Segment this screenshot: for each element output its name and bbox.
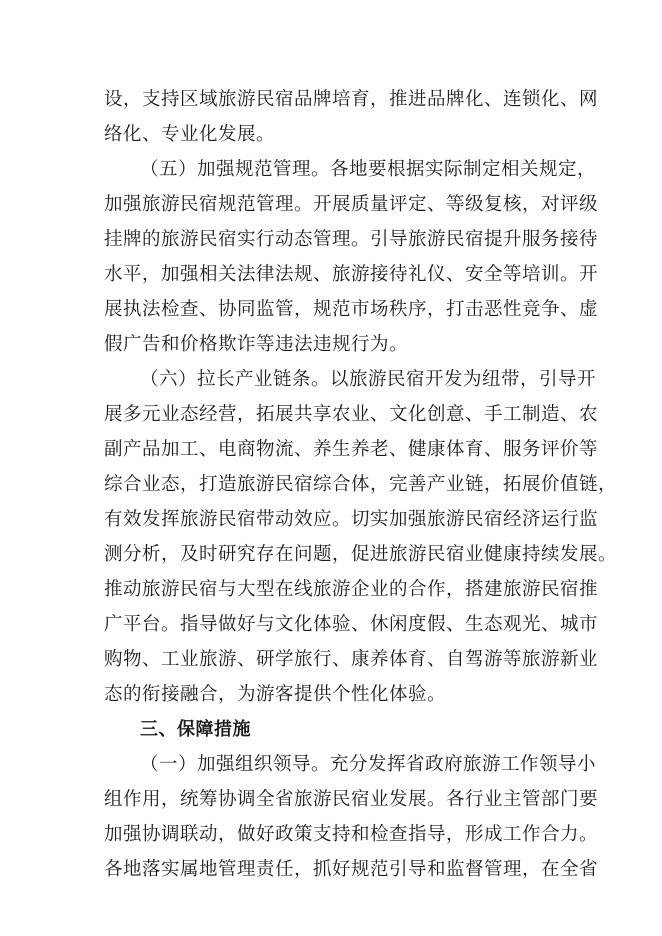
text-line-8: 假广告和价格欺诈等违法违规行为。 xyxy=(104,334,409,355)
paragraph-6-start: （六）拉长产业链条。以旅游民宿开发为纽带，引导开 xyxy=(140,369,597,390)
text-line-10: 展多元业态经营，拓展共享农业、文化创意、手工制造、农 xyxy=(104,404,599,425)
text-line-16: 广平台。指导做好与文化体验、休闲度假、生态观光、城市 xyxy=(104,614,599,635)
text-line-12: 综合业态，打造旅游民宿综合体，完善产业链，拓展价值链， xyxy=(104,474,618,495)
text-line-11: 副产品加工、电商物流、养生养老、健康体育、服务评价等 xyxy=(104,439,599,460)
text-line-17: 购物、工业旅游、研学旅行、康养体育、自驾游等旅游新业 xyxy=(104,649,599,670)
text-line-6: 水平，加强相关法律法规、旅游接待礼仪、安全等培训。开 xyxy=(104,264,599,285)
text-line-15: 推动旅游民宿与大型在线旅游企业的合作，搭建旅游民宿推 xyxy=(104,579,599,600)
text-line-7: 展执法检查、协同监管，规范市场秩序，打击恶性竞争、虚 xyxy=(104,299,599,320)
text-line-5: 挂牌的旅游民宿实行动态管理。引导旅游民宿提升服务接待 xyxy=(104,229,599,250)
text-line-14: 测分析，及时研究存在问题，促进旅游民宿业健康持续发展。 xyxy=(104,544,618,565)
text-line-2: 络化、专业化发展。 xyxy=(104,124,276,145)
text-line-4: 加强旅游民宿规范管理。开展质量评定、等级复核，对评级 xyxy=(104,194,599,215)
text-line-18: 态的衔接融合，为游客提供个性化体验。 xyxy=(104,684,447,705)
section-heading: 三、保障措施 xyxy=(140,719,251,740)
text-line-13: 有效发挥旅游民宿带动效应。切实加强旅游民宿经济运行监 xyxy=(104,509,599,530)
text-line-23: 各地落实属地管理责任，抓好规范引导和监督管理，在全省 xyxy=(104,859,599,880)
text-line-1: 设，支持区域旅游民宿品牌培育，推进品牌化、连锁化、网 xyxy=(104,89,599,110)
paragraph-5-start: （五）加强规范管理。各地要根据实际制定相关规定， xyxy=(140,159,597,180)
text-line-21: 组作用，统筹协调全省旅游民宿业发展。各行业主管部门要 xyxy=(104,789,599,810)
text-line-22: 加强协调联动，做好政策支持和检查指导，形成工作合力。 xyxy=(104,824,599,845)
paragraph-1-start: （一）加强组织领导。充分发挥省政府旅游工作领导小 xyxy=(140,754,597,775)
